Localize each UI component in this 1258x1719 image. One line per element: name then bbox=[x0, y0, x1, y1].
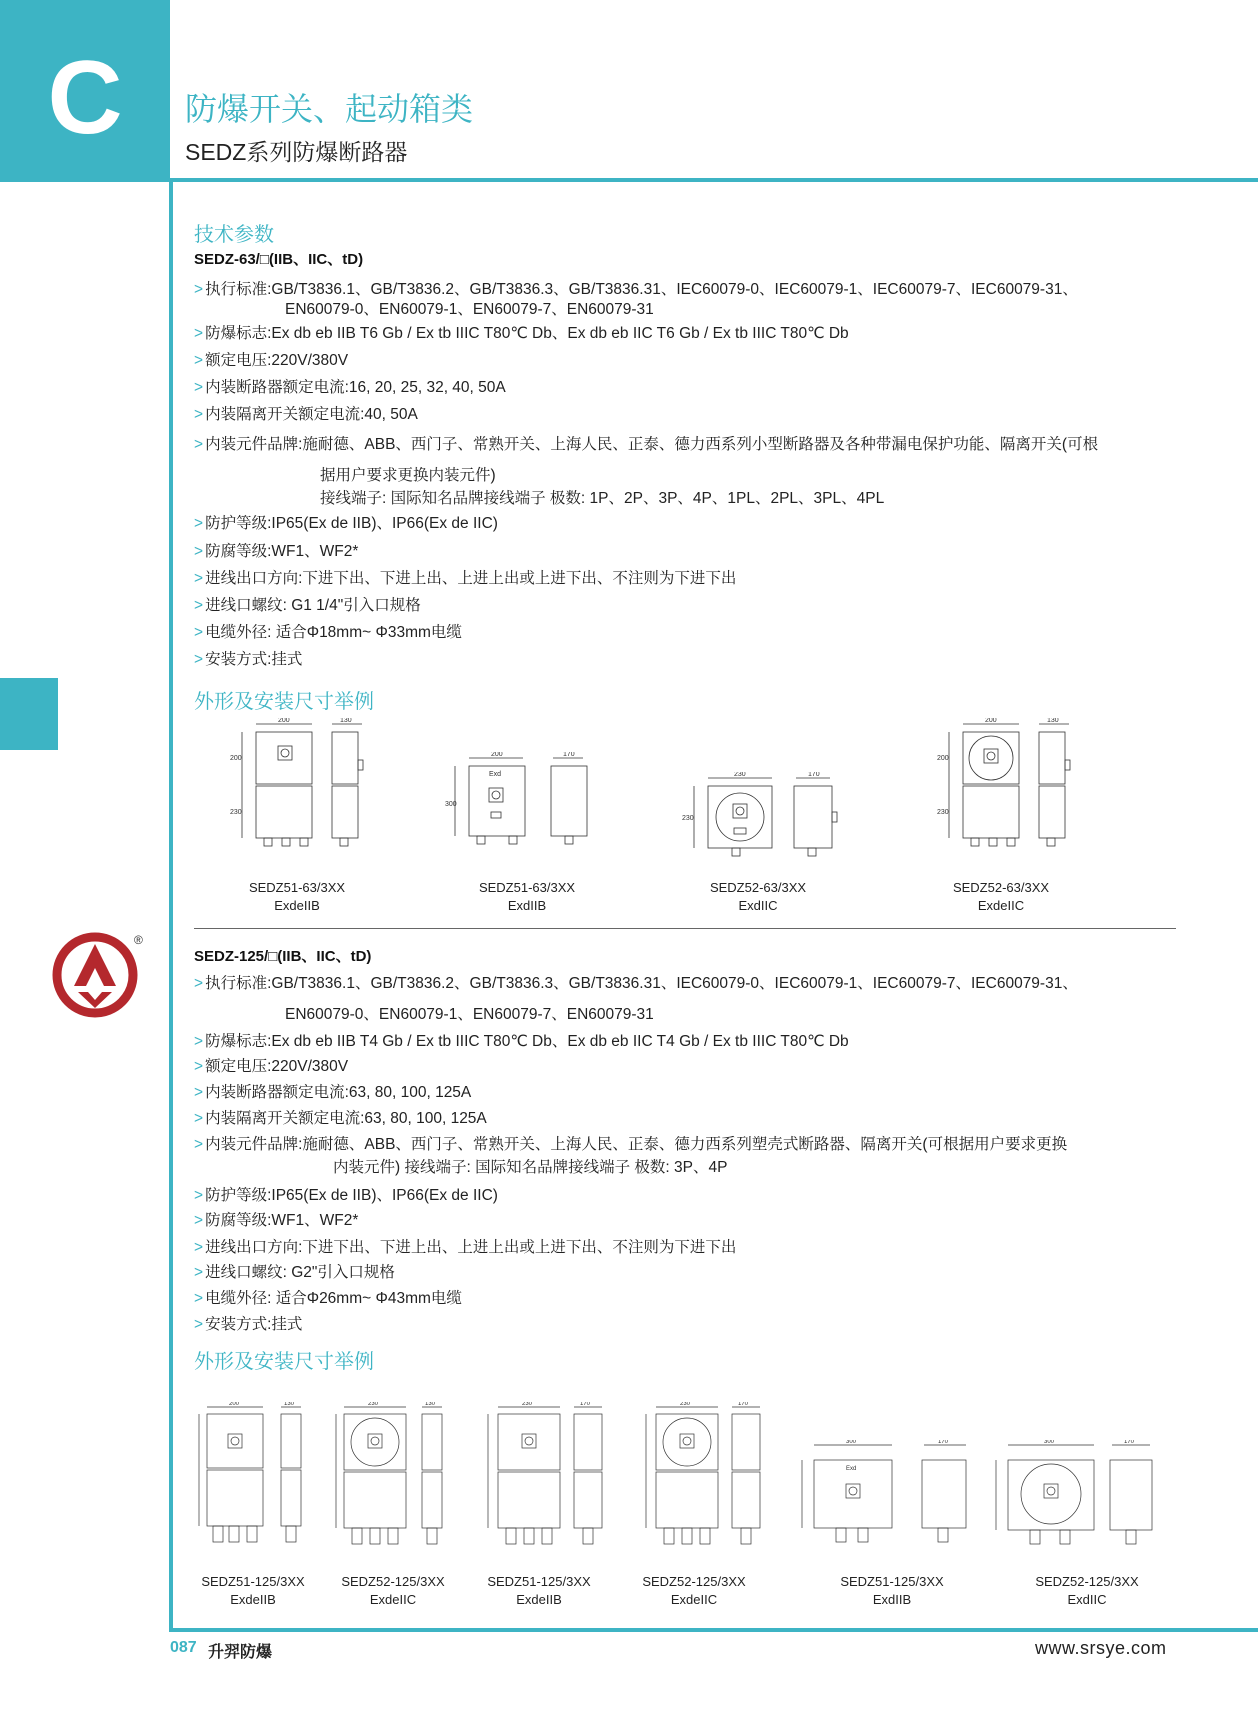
figure-caption: SEDZ51-125/3XX ExdIIB bbox=[840, 1574, 944, 1607]
svg-text:170: 170 bbox=[563, 752, 575, 758]
svg-text:130: 130 bbox=[1047, 718, 1059, 724]
chapter-letter: C bbox=[47, 40, 123, 156]
company-logo bbox=[50, 930, 140, 1020]
spec-brand-cont2: 接线端子: 国际知名品牌接线端子 极数: 1P、2P、3P、4P、1PL、2PL、3PL、4PL bbox=[320, 490, 885, 507]
svg-text:230: 230 bbox=[680, 1402, 691, 1407]
spec-cable-direction: > 进线出口方向:下进下出、下进上出、上进上出或上进下出、不注则为下进下出 bbox=[194, 1239, 737, 1256]
svg-text:200: 200 bbox=[985, 718, 997, 724]
section-heading-dims-2: 外形及安装尺寸举例 bbox=[194, 1351, 374, 1373]
svg-text:130: 130 bbox=[340, 718, 352, 724]
svg-text:300: 300 bbox=[445, 801, 457, 808]
page-number: 087 bbox=[170, 1639, 197, 1656]
figure-caption: SEDZ52-63/3XX ExdeIIC bbox=[952, 880, 1050, 913]
svg-text:170: 170 bbox=[580, 1402, 591, 1407]
svg-text:200: 200 bbox=[491, 752, 503, 758]
section-heading-dims-1: 外形及安装尺寸举例 bbox=[194, 691, 374, 713]
svg-text:230: 230 bbox=[522, 1402, 533, 1407]
figure-caption: SEDZ52-63/3XX ExdIIC bbox=[709, 880, 807, 913]
spec-voltage: > 额定电压:220V/380V bbox=[194, 352, 349, 369]
svg-text:170: 170 bbox=[808, 772, 820, 778]
figure-caption: SEDZ51-125/3XX ExdeIIB bbox=[201, 1574, 305, 1607]
drawing-sedz52-63-exdeiic bbox=[935, 718, 1095, 860]
svg-text:Exd: Exd bbox=[489, 771, 502, 778]
spec-brand: > 内装元件品牌:施耐德、ABB、西门子、常熟开关、上海人民、正泰、德力西系列小型断路器及各种带漏电保护功能、隔离开关(可根 bbox=[194, 436, 1099, 453]
spec-protection: > 防护等级:IP65(Ex de IIB)、IP66(Ex de IIC) bbox=[194, 515, 498, 532]
svg-text:170: 170 bbox=[738, 1402, 749, 1407]
model-title-125: SEDZ-125/□(IIB、IIC、tD) bbox=[194, 948, 372, 965]
svg-text:130: 130 bbox=[425, 1402, 436, 1407]
page-title: 防爆开关、起动箱类 bbox=[185, 91, 474, 127]
spec-standard-cont: EN60079-0、EN60079-1、EN60079-7、EN60079-31 bbox=[285, 301, 654, 318]
drawing-sedz51-63-exdiib bbox=[445, 752, 605, 862]
svg-text:200: 200 bbox=[278, 718, 290, 724]
drawing-sedz51-125-exdiib bbox=[796, 1440, 976, 1552]
drawing-sedz52-125-exdeiic-2 bbox=[636, 1402, 766, 1552]
spec-brand: > 内装元件品牌:施耐德、ABB、西门子、常熟开关、上海人民、正泰、德力西系列塑壳式断路器、隔离开关(可根据用户要求更换 bbox=[194, 1136, 1068, 1153]
spec-brand-cont: 内装元件) 接线端子: 国际知名品牌接线端子 极数: 3P、4P bbox=[333, 1159, 728, 1176]
spec-anticorrosion: > 防腐等级:WF1、WF2* bbox=[194, 1212, 359, 1229]
svg-text:300: 300 bbox=[846, 1440, 857, 1445]
spec-isolator-current: > 内装隔离开关额定电流:40, 50A bbox=[194, 406, 418, 423]
svg-text:200: 200 bbox=[229, 1402, 240, 1407]
figure-caption: SEDZ51-125/3XX ExdeIIB bbox=[487, 1574, 591, 1607]
footer-brand: 升羿防爆 bbox=[208, 1644, 273, 1661]
spec-mounting: > 安装方式:挂式 bbox=[194, 651, 303, 668]
svg-text:230: 230 bbox=[937, 809, 949, 816]
registered-mark: ® bbox=[134, 933, 143, 947]
spec-standard-cont: EN60079-0、EN60079-1、EN60079-7、EN60079-31 bbox=[285, 1006, 654, 1023]
svg-text:230: 230 bbox=[368, 1402, 379, 1407]
header-rule bbox=[170, 178, 1258, 182]
drawing-sedz52-125-exdeiic bbox=[330, 1402, 450, 1552]
spec-thread: > 进线口螺纹: G2"引入口规格 bbox=[194, 1264, 395, 1281]
figure-caption: SEDZ51-63/3XX ExdIIB bbox=[478, 880, 576, 913]
section-heading-tech: 技术参数 bbox=[194, 224, 274, 246]
svg-text:Exd: Exd bbox=[846, 1466, 857, 1472]
bottom-rule bbox=[169, 1628, 1258, 1632]
svg-text:300: 300 bbox=[1044, 1440, 1055, 1445]
spec-brand-cont: 据用户要求更换内装元件) bbox=[320, 467, 496, 484]
svg-text:230: 230 bbox=[734, 772, 746, 778]
page-subtitle: SEDZ系列防爆断路器 bbox=[185, 139, 408, 165]
spec-breaker-current: > 内装断路器额定电流:16, 20, 25, 32, 40, 50A bbox=[194, 379, 506, 396]
svg-text:230: 230 bbox=[230, 809, 242, 816]
figure-caption: SEDZ51-63/3XX ExdeIIB bbox=[248, 880, 346, 913]
model-title-63: SEDZ-63/□(IIB、IIC、tD) bbox=[194, 251, 364, 268]
left-rule bbox=[169, 182, 173, 1632]
spec-voltage: > 额定电压:220V/380V bbox=[194, 1058, 349, 1075]
spec-breaker-current: > 内装断路器额定电流:63, 80, 100, 125A bbox=[194, 1084, 472, 1101]
drawing-sedz51-125-exdeiib bbox=[193, 1402, 313, 1552]
spec-standard: > 执行标准:GB/T3836.1、GB/T3836.2、GB/T3836.3、GB/T3836.31、IEC60079-0、IEC60079-1、IEC60079-7、IEC60079-31、 bbox=[194, 975, 1078, 992]
svg-text:230: 230 bbox=[682, 815, 694, 822]
drawing-sedz52-125-exdiic bbox=[990, 1440, 1170, 1552]
spec-standard: > 执行标准:GB/T3836.1、GB/T3836.2、GB/T3836.3、GB/T3836.31、IEC60079-0、IEC60079-1、IEC60079-7、IEC60079-31、 bbox=[194, 281, 1078, 298]
svg-text:130: 130 bbox=[284, 1402, 295, 1407]
drawing-sedz52-63-exdiic bbox=[680, 772, 850, 862]
spec-cable-direction: > 进线出口方向:下进下出、下进上出、上进上出或上进下出、不注则为下进下出 bbox=[194, 570, 737, 587]
side-tab bbox=[0, 678, 58, 750]
svg-text:170: 170 bbox=[1124, 1440, 1135, 1445]
spec-protection: > 防护等级:IP65(Ex de IIB)、IP66(Ex de IIC) bbox=[194, 1187, 498, 1204]
figure-caption: SEDZ52-125/3XX ExdeIIC bbox=[341, 1574, 445, 1607]
drawing-sedz51-125-exdeiib-2 bbox=[478, 1402, 608, 1552]
figure-caption: SEDZ52-125/3XX ExdeIIC bbox=[642, 1574, 746, 1607]
spec-anticorrosion: > 防腐等级:WF1、WF2* bbox=[194, 543, 359, 560]
spec-thread: > 进线口螺纹: G1 1/4"引入口规格 bbox=[194, 597, 421, 614]
section-divider bbox=[194, 928, 1176, 929]
spec-cable-diameter: > 电缆外径: 适合Φ18mm~ Φ33mm电缆 bbox=[194, 624, 462, 641]
svg-text:170: 170 bbox=[938, 1440, 949, 1445]
spec-ex-mark: > 防爆标志:Ex db eb IIB T4 Gb / Ex tb IIIC T80℃ Db、Ex db eb IIC T4 Gb / Ex tb IIIC T80℃ Db bbox=[194, 1033, 849, 1050]
spec-isolator-current: > 内装隔离开关额定电流:63, 80, 100, 125A bbox=[194, 1110, 487, 1127]
spec-ex-mark: > 防爆标志:Ex db eb IIB T6 Gb / Ex tb IIIC T80℃ Db、Ex db eb IIC T6 Gb / Ex tb IIIC T80℃ Db bbox=[194, 325, 849, 342]
svg-text:200: 200 bbox=[230, 755, 242, 762]
drawing-sedz51-63-exdeiib bbox=[228, 718, 388, 860]
figure-caption: SEDZ52-125/3XX ExdIIC bbox=[1035, 1574, 1139, 1607]
svg-text:200: 200 bbox=[937, 755, 949, 762]
spec-cable-diameter: > 电缆外径: 适合Φ26mm~ Φ43mm电缆 bbox=[194, 1290, 462, 1307]
spec-mounting: > 安装方式:挂式 bbox=[194, 1316, 303, 1333]
footer-url[interactable]: www.srsye.com bbox=[1035, 1638, 1167, 1658]
